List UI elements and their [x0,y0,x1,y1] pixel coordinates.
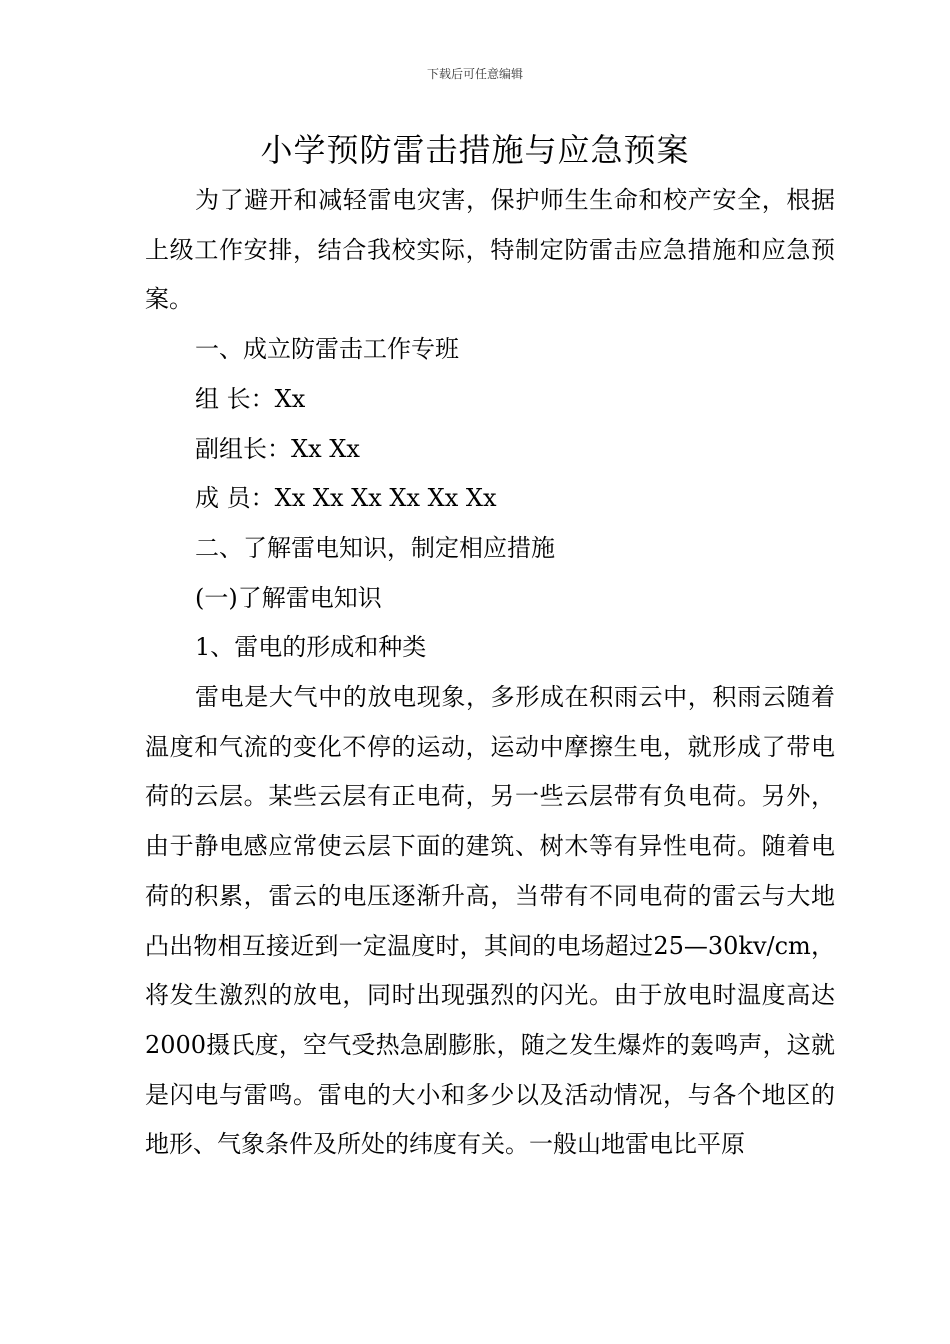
item-heading-1: 1、雷电的形成和种类 [195,633,427,662]
members-line: 成 员：Xx Xx Xx Xx Xx Xx [195,484,497,513]
leader-line: 组 长：Xx [195,384,306,413]
section-heading-1: 一、成立防雷击工作专班 [195,335,459,364]
body-paragraph-1: 雷电是大气中的放电现象，多形成在积雨云中，积雨云随着温度和气流的变化不停的运动，运动中摩擦生电，就形成了带电荷的云层。某些云层有正电荷，另一些云层带有负电荷。另外，由于静电感应常使云层下面的建筑、树木等有异性电荷。随着电荷的积累，雷云的电压逐渐升高，当带有不同电荷的雷云与大地凸出物相互接近到一定温度时，其间的电场超过25—30kv/cm，将发生激烈的放电，同时出现强烈的闪光。由于放电时温度高达2000摄氏度，空气受热急剧膨胀，随之发生爆炸的轰鸣声，这就是闪电与雷鸣。雷电的大小和多少以及活动情况，与各个地区的地形、气象条件及所处的纬度有关。一般山地雷电比平原 [145,683,835,1159]
deputy-leader-line: 副组长：Xx Xx [195,434,360,463]
intro-paragraph: 为了避开和减轻雷电灾害，保护师生生命和校产安全，根据上级工作安排，结合我校实际，特制定防雷击应急措施和应急预案。 [145,186,835,314]
document-body [145,176,835,1170]
subsection-heading-1: (一)了解雷电知识 [195,583,382,612]
document-title: 小学预防雷击措施与应急预案 [260,131,690,169]
header-note: 下载后可任意编辑 [426,67,523,81]
section-heading-2: 二、了解雷电知识，制定相应措施 [195,533,555,562]
